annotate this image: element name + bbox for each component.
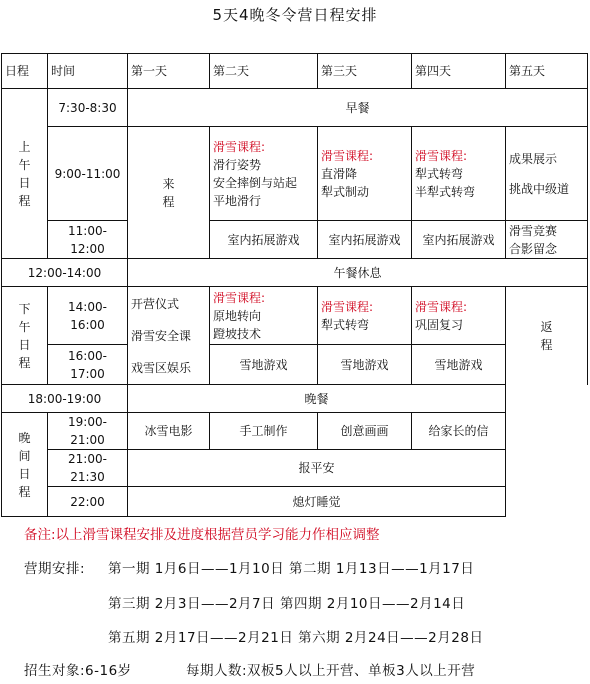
table-row <box>2 89 588 127</box>
day1-evening: 冰雪电影 <box>128 413 210 450</box>
table-row <box>2 385 588 413</box>
day3-afternoon: 滑雪课程: 犁式转弯 <box>318 287 412 345</box>
day4-morning: 滑雪课程: 犁式转弯 半犁式转弯 <box>412 127 506 221</box>
day2-morning: 滑雪课程: 滑行姿势 安全摔倒与站起 平地滑行 <box>210 127 318 221</box>
time-breakfast: 7:30-8:30 <box>48 89 128 127</box>
lights-cell: 熄灯睡觉 <box>128 487 506 517</box>
table-row <box>2 450 588 487</box>
header-day4: 第四天 <box>412 54 506 89</box>
target-age: 招生对象:6-16岁 <box>24 663 132 679</box>
day4-afternoon: 滑雪课程: 巩固复习 <box>412 287 506 345</box>
time-afternoon: 14:00-16:00 <box>48 287 128 345</box>
day2-late-morning: 室内拓展游戏 <box>210 221 318 259</box>
camp-line-1: 第一期 1月6日——1月10日 第二期 1月13日——1月17日 <box>108 561 475 577</box>
time-lights: 22:00 <box>48 487 128 517</box>
day4-snow-game: 雪地游戏 <box>412 345 506 385</box>
time-late-morning: 11:00-12:00 <box>48 221 128 259</box>
return-cell: 返 程 <box>506 287 588 385</box>
table-row <box>2 127 588 221</box>
lunch-cell: 午餐休息 <box>128 259 588 287</box>
arrival-cell: 来 程 <box>128 127 210 259</box>
time-evening: 19:00-21:00 <box>48 413 128 450</box>
table-row <box>2 287 588 345</box>
day5-morning: 成果展示 挑战中级道 <box>506 127 588 221</box>
table-row <box>2 221 588 259</box>
table-row <box>2 487 588 517</box>
table-row <box>2 345 588 385</box>
page-title: 5天4晚冬令营日程安排 <box>212 6 378 24</box>
day3-late-morning: 室内拓展游戏 <box>318 221 412 259</box>
time-dinner: 18:00-19:00 <box>2 385 128 413</box>
day3-snow-game: 雪地游戏 <box>318 345 412 385</box>
header-day5: 第五天 <box>506 54 588 89</box>
section-morning: 上 午 日 程 <box>2 89 48 259</box>
camp-line-2: 第三期 2月3日——2月7日 第四期 2月10日——2月14日 <box>108 596 466 612</box>
time-lunch: 12:00-14:00 <box>2 259 128 287</box>
day3-morning: 滑雪课程: 直滑降 犁式制动 <box>318 127 412 221</box>
breakfast-cell: 早餐 <box>128 89 588 127</box>
table-row <box>2 413 588 450</box>
header-time: 时间 <box>48 54 128 89</box>
header-day1: 第一天 <box>128 54 210 89</box>
time-late-afternoon: 16:00-17:00 <box>48 345 128 385</box>
report-cell: 报平安 <box>128 450 506 487</box>
section-afternoon: 下 午 日 程 <box>2 287 48 385</box>
day2-evening: 手工制作 <box>210 413 318 450</box>
camp-line-3: 第五期 2月17日——2月21日 第六期 2月24日——2月28日 <box>108 630 484 646</box>
time-morning: 9:00-11:00 <box>48 127 128 221</box>
day3-evening: 创意画画 <box>318 413 412 450</box>
day2-afternoon: 滑雪课程: 原地转向 蹬坡技术 <box>210 287 318 345</box>
header-row <box>2 54 588 89</box>
section-evening: 晚 间 日 程 <box>2 413 48 517</box>
table-row <box>2 259 588 287</box>
dinner-cell: 晚餐 <box>128 385 506 413</box>
day5-late-morning: 滑雪竞赛 合影留念 <box>506 221 588 259</box>
day4-evening: 给家长的信 <box>412 413 506 450</box>
day2-snow-game: 雪地游戏 <box>210 345 318 385</box>
time-report: 21:00-21:30 <box>48 450 128 487</box>
camp-label: 营期安排: <box>24 561 86 577</box>
header-day3: 第三天 <box>318 54 412 89</box>
day1-afternoon: 开营仪式 滑雪安全课 戏雪区娱乐 <box>128 287 210 385</box>
group-size: 每期人数:双板5人以上开营、单板3人以上开营 <box>186 663 476 679</box>
header-day2: 第二天 <box>210 54 318 89</box>
day4-late-morning: 室内拓展游戏 <box>412 221 506 259</box>
empty-cell <box>506 385 588 517</box>
schedule-table <box>1 53 588 517</box>
remark-note: 备注:以上滑雪课程安排及进度根据营员学习能力作相应调整 <box>24 527 380 543</box>
header-schedule: 日程 <box>2 54 48 89</box>
